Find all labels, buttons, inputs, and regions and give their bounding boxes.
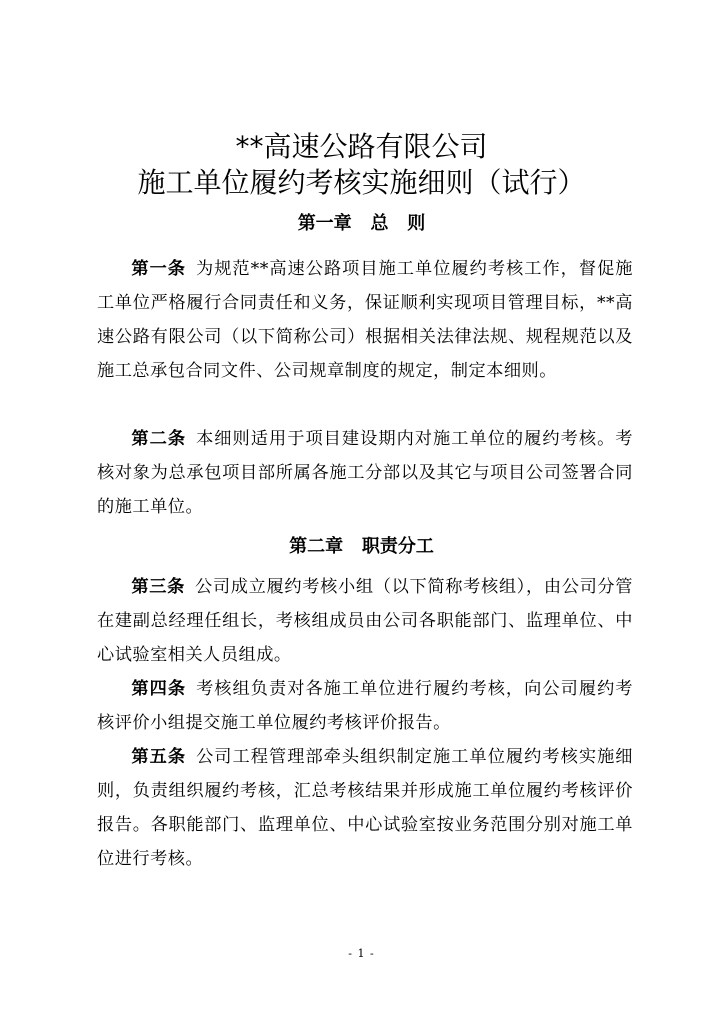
article-text: 公司成立履约考核小组（以下简称考核组），由公司分管在建副总经理任组长，考核组成员由公司各职能部门、监理单位、中心试验室相关人员组成。 bbox=[97, 577, 633, 665]
article-label: 第三条 bbox=[131, 577, 186, 597]
page-number: - 1 - bbox=[348, 947, 375, 960]
article-text: 公司工程管理部牵头组织制定施工单位履约考核实施细则，负责组织履约考核，汇总考核结果并形成施工单位履约考核评价报告。各职能部门、监理单位、中心试验室按业务范围分别对施工单位进行考核。 bbox=[97, 747, 633, 869]
article-text: 为规范**高速公路项目施工单位履约考核工作，督促施工单位严格履行合同责任和义务，保证顺利实现项目管理目标，**高速公路有限公司（以下简称公司）根据相关法律法规、规程规范以及施工总承包合同文件、公司规章制度的规定，制定本细则。 bbox=[97, 259, 633, 381]
article-label: 第二条 bbox=[131, 429, 187, 449]
article-label: 第一条 bbox=[131, 259, 187, 279]
chapter-heading-2: 第二章 职责分工 bbox=[289, 536, 434, 557]
article-label: 第四条 bbox=[131, 679, 187, 699]
chapter-heading-1: 第一章 总 则 bbox=[297, 213, 426, 234]
article-text: 考核组负责对各施工单位进行履约考核，向公司履约考核评价小组提交施工单位履约考核评价报告。 bbox=[97, 679, 633, 733]
article-paragraph bbox=[97, 740, 633, 876]
article-label: 第五条 bbox=[131, 747, 187, 767]
article-paragraph bbox=[97, 422, 633, 524]
article-text: 本细则适用于项目建设期内对施工单位的履约考核。考核对象为总承包项目部所属各施工分部以及其它与项目公司签署合同的施工单位。 bbox=[97, 429, 633, 517]
article-paragraph bbox=[97, 252, 633, 388]
document-title-line1: **高速公路有限公司 bbox=[235, 130, 488, 163]
document-title-line2: 施工单位履约考核实施细则（试行） bbox=[137, 166, 586, 199]
article-paragraph bbox=[97, 570, 633, 672]
article-paragraph bbox=[97, 672, 633, 740]
